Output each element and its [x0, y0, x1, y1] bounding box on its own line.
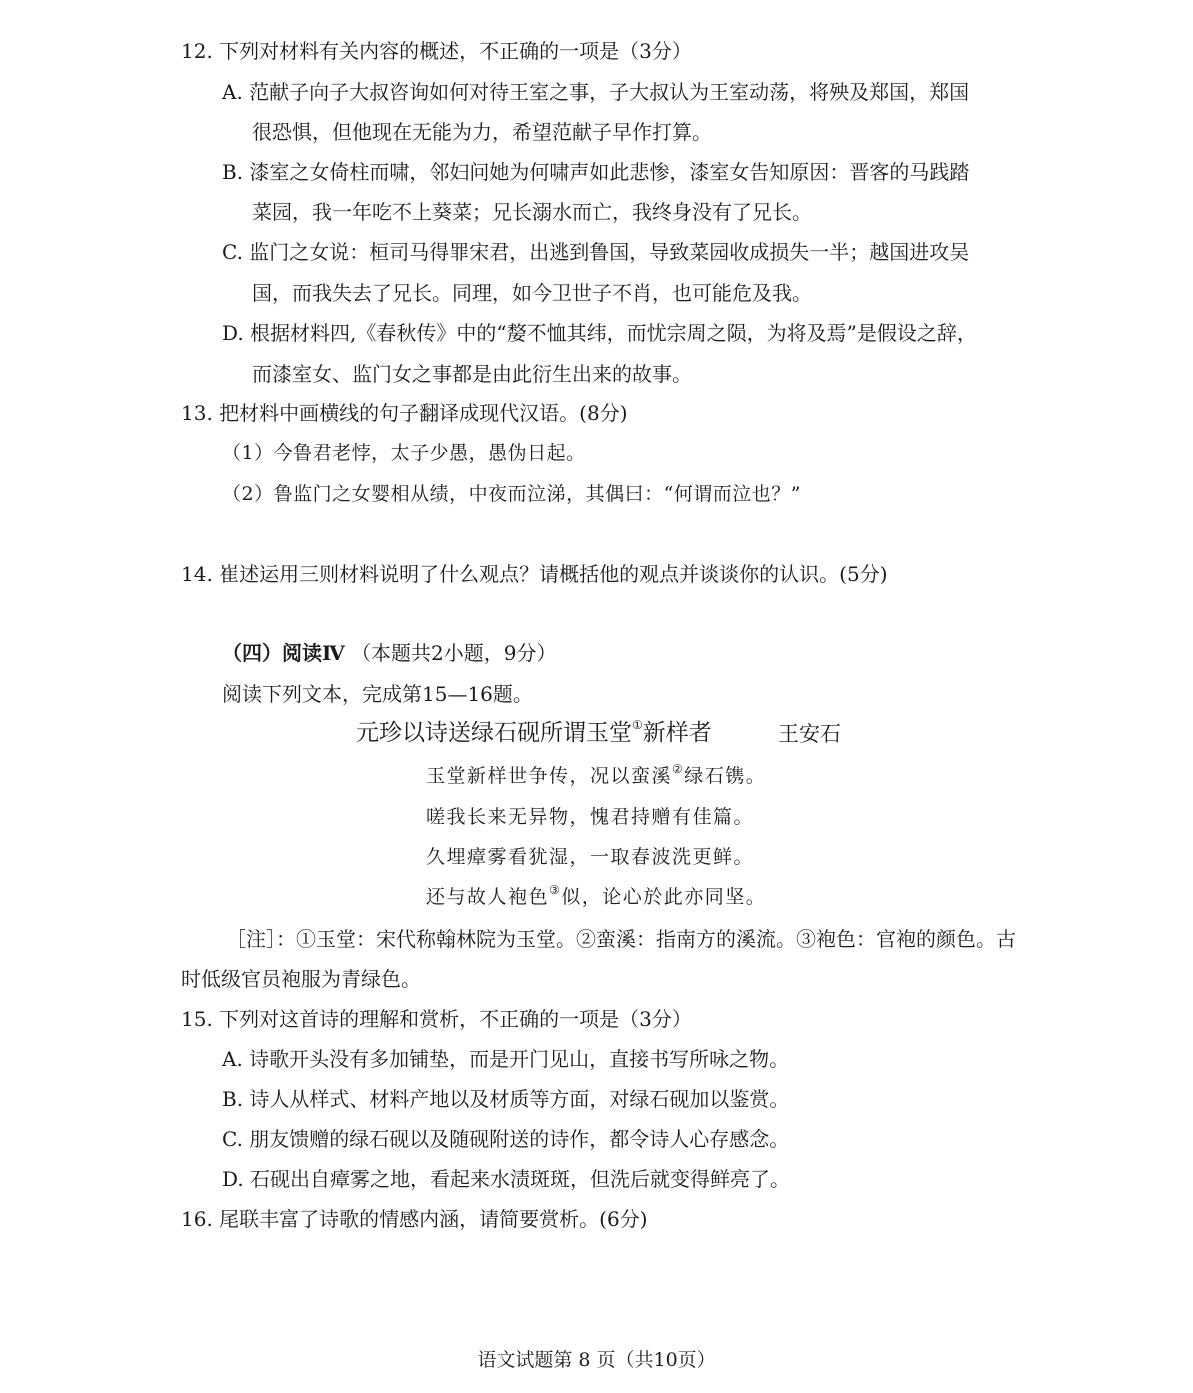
poem-note-line1: ［注］：①玉堂：宋代称翰林院为玉堂。②蛮溪：指南方的溪流。③袍色：官袍的颜色。古: [226, 927, 1016, 951]
q15-option-c: C. 朋友馈赠的绿石砚以及随砚附送的诗作，都令诗人心存感念。: [222, 1127, 790, 1151]
q12-option-a-line2: 很恐惧，但他现在无能为力，希望范献子早作打算。: [252, 120, 712, 144]
q16-stem: 16. 尾联丰富了诗歌的情感内涵，请简要赏析。(6分): [181, 1207, 648, 1231]
q15-option-d: D. 石砚出自瘴雾之地，看起来水渍斑斑，但洗后就变得鲜亮了。: [222, 1167, 791, 1191]
poem-line-4a: 还与故人袍色: [426, 886, 550, 908]
q13-sentence-1: （1）今鲁君老悖，太子少愚，愚伪日起。: [222, 442, 586, 464]
q12-stem: 12. 下列对材料有关内容的概述，不正确的一项是（3分）: [181, 39, 692, 63]
q13-sentence-2: （2）鲁监门之女婴相从绩，中夜而泣涕，其偶曰：“何谓而泣也？”: [222, 483, 802, 505]
q12-option-b-line1: B. 漆室之女倚柱而啸，邻妇问她为何啸声如此悲惨，漆室女告知原因：晋客的马践踏: [222, 160, 970, 184]
poem-line-2: 嗟我长来无异物，愧君持赠有佳篇。: [426, 806, 755, 828]
poem-note-line2: 时低级官员袍服为青绿色。: [181, 967, 421, 991]
section4-heading-label: （四）阅读Ⅳ: [222, 641, 345, 665]
poem-line-4: [426, 884, 766, 910]
note-marker-3: ③: [549, 882, 562, 897]
q12-option-c-line1: C. 监门之女说：桓司马得罪宋君，出逃到鲁国，导致菜园收成损失一半；越国进攻吴: [222, 240, 970, 264]
poem-author: 王安石: [778, 722, 841, 746]
q13-stem: 13. 把材料中画横线的句子翻译成现代汉语。(8分): [181, 401, 628, 425]
poem-line-3: 久埋瘴雾看犹湿，一取春波洗更鲜。: [426, 846, 755, 868]
section4-heading: [222, 640, 557, 666]
q12-option-c-line2: 国，而我失去了兄长。同理，如今卫世子不肖，也可能危及我。: [252, 281, 812, 305]
poem-line-1b: 绿石镌。: [684, 765, 767, 787]
q14-stem: 14. 崔述运用三则材料说明了什么观点？请概括他的观点并谈谈你的认识。(5分): [181, 562, 888, 586]
poem-line-1: [426, 763, 766, 789]
section4-instruction: 阅读下列文本，完成第15—16题。: [222, 682, 533, 706]
q12-option-d-line2: 而漆室女、监门女之事都是由此衍生出来的故事。: [252, 362, 692, 386]
q12-option-d-line1: D. 根据材料四,《春秋传》中的“嫠不恤其纬，而忧宗周之陨，为将及焉”是假设之辞，: [222, 321, 977, 345]
q12-option-a-line1: A. 范献子向子大叔咨询如何对待王室之事，子大叔认为王室动荡，将殃及郑国，郑国: [222, 80, 970, 104]
section4-heading-info: （本题共2小题，9分）: [351, 641, 557, 665]
q12-option-b-line2: 菜园，我一年吃不上葵菜；兄长溺水而亡，我终身没有了兄长。: [252, 200, 812, 224]
note-marker-2: ②: [672, 761, 685, 776]
poem-line-4b: 似，论心於此亦同坚。: [561, 886, 767, 908]
poem-title-text-a: 元珍以诗送绿石砚所谓玉堂: [356, 720, 632, 746]
q15-option-b: B. 诗人从样式、材料产地以及材质等方面，对绿石砚加以鉴赏。: [222, 1087, 790, 1111]
poem-line-1a: 玉堂新样世争传，况以蛮溪: [426, 765, 673, 787]
q15-option-a: A. 诗歌开头没有多加铺垫，而是开门见山，直接书写所咏之物。: [222, 1047, 790, 1071]
poem-title: [356, 720, 712, 746]
poem-title-text-b: 新样者: [642, 720, 712, 746]
q15-stem: 15. 下列对这首诗的理解和赏析，不正确的一项是（3分）: [181, 1007, 692, 1031]
page-footer: 语文试题第 8 页（共10页）: [477, 1349, 716, 1371]
note-marker-1: ①: [632, 718, 643, 733]
